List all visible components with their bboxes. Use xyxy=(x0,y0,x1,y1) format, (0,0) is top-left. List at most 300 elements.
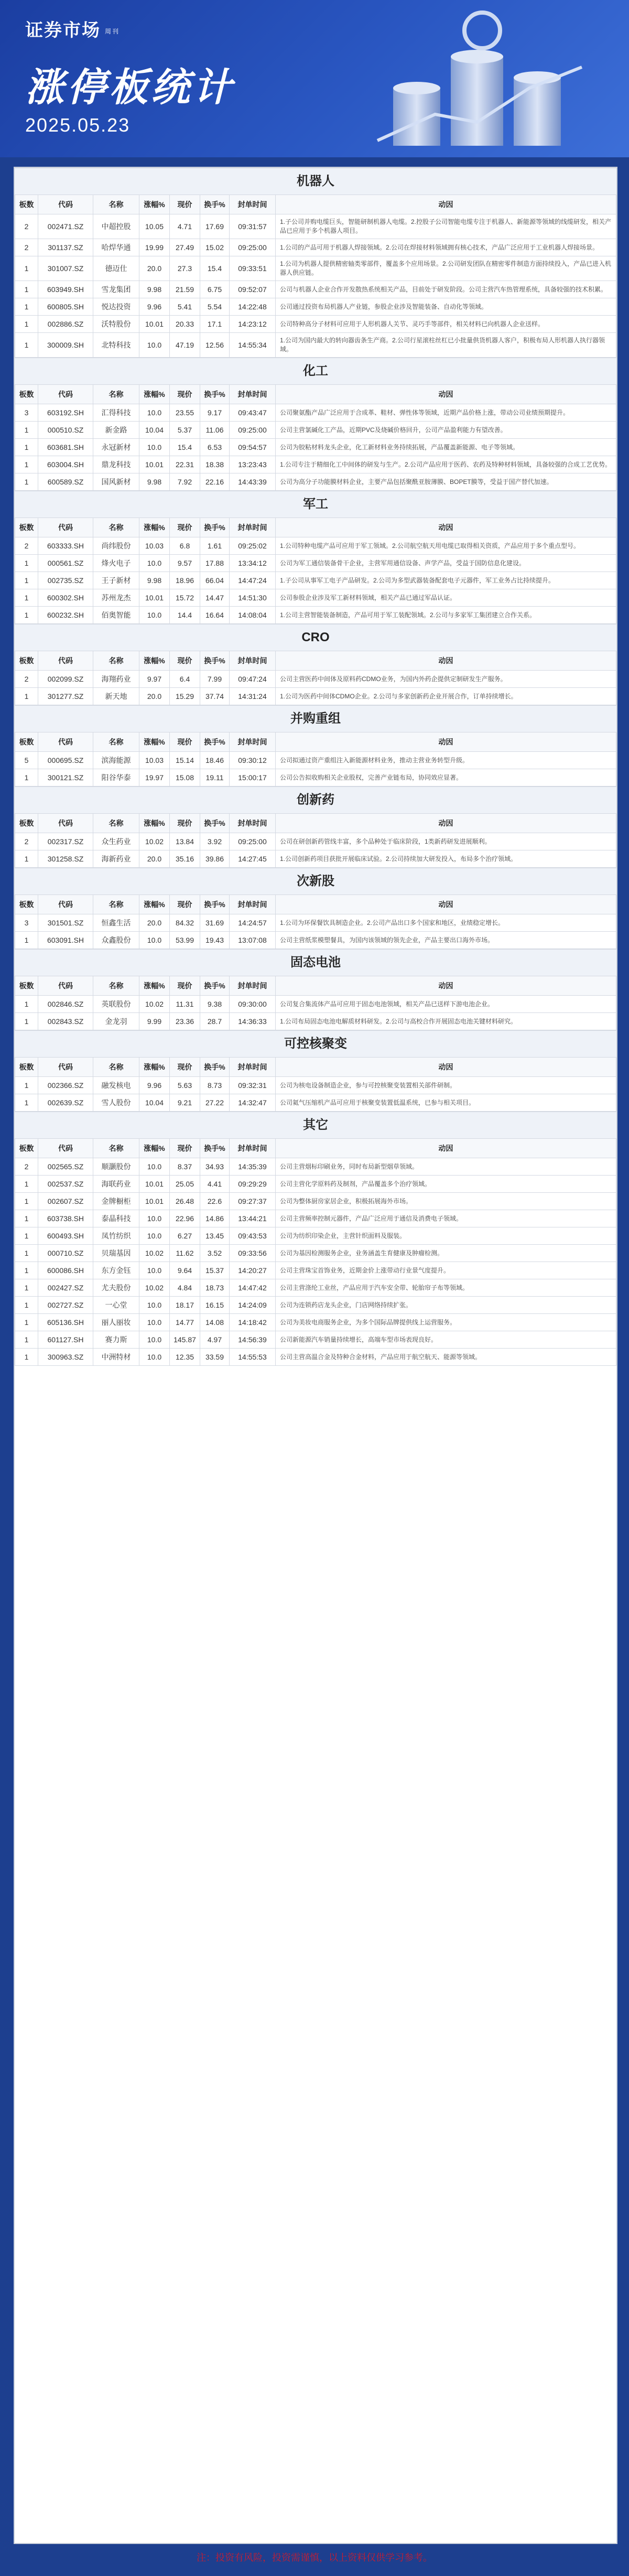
stock-name-cell: 中洲特材 xyxy=(93,1349,139,1366)
table-row xyxy=(15,422,616,439)
table-row xyxy=(15,671,616,688)
turnover-cell: 7.99 xyxy=(200,671,230,688)
column-header-stock-code: 代码 xyxy=(38,651,93,671)
price-cell: 15.4 xyxy=(170,439,200,456)
reason-cell: 公司主营珠宝首饰业务，近期金价上涨带动行业景气度提升。 xyxy=(276,1262,616,1279)
column-header-stock-code: 代码 xyxy=(38,895,93,914)
stock-code-cell: 600302.SH xyxy=(38,589,93,607)
change-pct-cell: 10.0 xyxy=(139,1227,170,1245)
brand-sub: 周刊 xyxy=(105,28,120,36)
stock-name-cell: 金龙羽 xyxy=(93,1013,139,1030)
seal-time-cell: 13:34:12 xyxy=(230,555,276,572)
change-pct-cell: 9.97 xyxy=(139,671,170,688)
change-pct-cell: 10.0 xyxy=(139,1297,170,1314)
reason-cell: 公司在研创新药管线丰富，多个品种处于临床阶段，1类新药研发进展顺利。 xyxy=(276,833,616,850)
table-row xyxy=(15,555,616,572)
seal-time-cell: 14:31:24 xyxy=(230,688,276,705)
table-row xyxy=(15,932,616,949)
reason-cell: 公司聚氨酯产品广泛应用于合成革、鞋材、弹性体等领域，近期产品价格上涨，带动公司业绩预期提升。 xyxy=(276,404,616,422)
seal-time-cell: 09:47:24 xyxy=(230,671,276,688)
board-count-cell: 1 xyxy=(15,316,38,333)
reason-cell: 公司为胶粘材料龙头企业，化工新材料业务持续拓展，产品覆盖新能源、电子等领域。 xyxy=(276,439,616,456)
column-header-price: 现价 xyxy=(170,385,200,404)
column-header-reason: 动因 xyxy=(276,1058,616,1077)
seal-time-cell: 14:43:39 xyxy=(230,473,276,491)
seal-time-cell: 14:36:33 xyxy=(230,1013,276,1030)
table-row xyxy=(15,1158,616,1176)
stock-code-cell: 002607.SZ xyxy=(38,1193,93,1210)
stock-code-cell: 603949.SH xyxy=(38,281,93,298)
seal-time-cell: 15:00:17 xyxy=(230,769,276,786)
board-count-cell: 1 xyxy=(15,589,38,607)
change-pct-cell: 10.0 xyxy=(139,555,170,572)
column-header-stock-name: 名称 xyxy=(93,195,139,214)
stock-name-cell: 英联股份 xyxy=(93,996,139,1013)
stock-code-cell: 002366.SZ xyxy=(38,1077,93,1094)
stock-name-cell: 苏州龙杰 xyxy=(93,589,139,607)
table-row xyxy=(15,1331,616,1349)
stock-name-cell: 东方金钰 xyxy=(93,1262,139,1279)
change-pct-cell: 9.96 xyxy=(139,1077,170,1094)
turnover-cell: 15.4 xyxy=(200,256,230,281)
price-cell: 23.36 xyxy=(170,1013,200,1030)
price-cell: 22.96 xyxy=(170,1210,200,1227)
table-row xyxy=(15,214,616,239)
board-count-cell: 1 xyxy=(15,1262,38,1279)
column-header-stock-code: 代码 xyxy=(38,518,93,537)
reason-cell: 公司参股企业涉及军工新材料领域，相关产品已通过军品认证。 xyxy=(276,589,616,607)
table-row xyxy=(15,996,616,1013)
seal-time-cell: 09:25:00 xyxy=(230,239,276,256)
reason-cell: 1.子公司并购电缆巨头，智能研制机器人电缆。2.控股子公司智能电缆专注于机器人、新能源等领域的线缆研发，相关产品已应用于多个机器人项目。 xyxy=(276,214,616,239)
table-header xyxy=(15,1139,616,1158)
column-header-seal-time: 封单时间 xyxy=(230,385,276,404)
price-cell: 20.33 xyxy=(170,316,200,333)
board-count-cell: 1 xyxy=(15,932,38,949)
reason-cell: 公司通过投资布局机器人产业链，参股企业涉及智能装备、自动化等领域。 xyxy=(276,298,616,316)
limit-up-table xyxy=(15,976,616,1030)
price-cell: 9.64 xyxy=(170,1262,200,1279)
column-header-stock-code: 代码 xyxy=(38,1058,93,1077)
stock-name-cell: 贝瑞基因 xyxy=(93,1245,139,1262)
stock-name-cell: 尤夫股份 xyxy=(93,1279,139,1297)
turnover-cell: 17.1 xyxy=(200,316,230,333)
board-count-cell: 1 xyxy=(15,1077,38,1094)
price-cell: 11.62 xyxy=(170,1245,200,1262)
change-pct-cell: 9.98 xyxy=(139,281,170,298)
board-count-cell: 5 xyxy=(15,752,38,769)
column-header-seal-time: 封单时间 xyxy=(230,1058,276,1077)
limit-up-table xyxy=(15,651,616,705)
column-header-price: 现价 xyxy=(170,1058,200,1077)
stock-name-cell: 烽火电子 xyxy=(93,555,139,572)
stock-name-cell: 海联药业 xyxy=(93,1176,139,1193)
stock-code-cell: 002471.SZ xyxy=(38,214,93,239)
change-pct-cell: 20.0 xyxy=(139,688,170,705)
reason-cell: 公司为纺织印染企业，主营针织面料及服装。 xyxy=(276,1227,616,1245)
turnover-cell: 18.38 xyxy=(200,456,230,473)
turnover-cell: 4.41 xyxy=(200,1176,230,1193)
stock-code-cell: 002846.SZ xyxy=(38,996,93,1013)
stock-code-cell: 002317.SZ xyxy=(38,833,93,850)
change-pct-cell: 10.0 xyxy=(139,1158,170,1176)
seal-time-cell: 14:23:12 xyxy=(230,316,276,333)
column-header-board-count: 板数 xyxy=(15,732,38,752)
column-header-board-count: 板数 xyxy=(15,895,38,914)
board-count-cell: 1 xyxy=(15,473,38,491)
section-title: 化工 xyxy=(15,358,616,384)
table-header xyxy=(15,895,616,914)
stock-code-cell: 600493.SH xyxy=(38,1227,93,1245)
stock-code-cell: 301258.SZ xyxy=(38,850,93,868)
turnover-cell: 12.56 xyxy=(200,333,230,358)
column-header-reason: 动因 xyxy=(276,1139,616,1158)
change-pct-cell: 10.02 xyxy=(139,1245,170,1262)
turnover-cell: 16.15 xyxy=(200,1297,230,1314)
section-title: 次新股 xyxy=(15,868,616,894)
stock-code-cell: 000510.SZ xyxy=(38,422,93,439)
change-pct-cell: 10.02 xyxy=(139,833,170,850)
stock-name-cell: 一心堂 xyxy=(93,1297,139,1314)
board-count-cell: 1 xyxy=(15,1013,38,1030)
reason-cell: 1.公司为国内最大的转向器齿条生产商。2.公司行星滚柱丝杠已小批量供货机器人客户，积极布局人形机器人执行器领域。 xyxy=(276,333,616,358)
board-count-cell: 1 xyxy=(15,456,38,473)
section-title: 军工 xyxy=(15,491,616,518)
change-pct-cell: 9.96 xyxy=(139,298,170,316)
stock-code-cell: 600086.SH xyxy=(38,1262,93,1279)
price-cell: 27.49 xyxy=(170,239,200,256)
board-count-cell: 1 xyxy=(15,1193,38,1210)
price-cell: 53.99 xyxy=(170,932,200,949)
reason-cell: 1.公司专注于精细化工中间体的研发与生产。2.公司产品应用于医药、农药及特种材料领域，具备较强的合成工艺优势。 xyxy=(276,456,616,473)
reason-cell: 公司主营化学原料药及制剂，产品覆盖多个治疗领域。 xyxy=(276,1176,616,1193)
column-header-stock-code: 代码 xyxy=(38,976,93,996)
column-header-price: 现价 xyxy=(170,651,200,671)
change-pct-cell: 10.0 xyxy=(139,404,170,422)
board-count-cell: 1 xyxy=(15,850,38,868)
change-pct-cell: 10.0 xyxy=(139,607,170,624)
limit-up-table xyxy=(15,732,616,786)
stock-name-cell: 佰奥智能 xyxy=(93,607,139,624)
column-header-reason: 动因 xyxy=(276,732,616,752)
limit-up-table xyxy=(15,1057,616,1112)
board-count-cell: 1 xyxy=(15,1176,38,1193)
change-pct-cell: 10.0 xyxy=(139,1262,170,1279)
header-banner xyxy=(0,0,629,157)
column-header-seal-time: 封单时间 xyxy=(230,814,276,833)
change-pct-cell: 20.0 xyxy=(139,256,170,281)
board-count-cell: 3 xyxy=(15,914,38,932)
board-count-cell: 1 xyxy=(15,1331,38,1349)
turnover-cell: 17.69 xyxy=(200,214,230,239)
reason-cell: 公司公告拟收购相关企业股权，完善产业链布局，协同效应显著。 xyxy=(276,769,616,786)
column-header-board-count: 板数 xyxy=(15,651,38,671)
price-cell: 6.4 xyxy=(170,671,200,688)
column-header-price: 现价 xyxy=(170,814,200,833)
change-pct-cell: 10.0 xyxy=(139,1314,170,1331)
price-cell: 15.14 xyxy=(170,752,200,769)
table-header xyxy=(15,1058,616,1077)
stock-name-cell: 雪人股份 xyxy=(93,1094,139,1112)
seal-time-cell: 09:29:29 xyxy=(230,1176,276,1193)
price-cell: 84.32 xyxy=(170,914,200,932)
change-pct-cell: 10.02 xyxy=(139,996,170,1013)
column-header-board-count: 板数 xyxy=(15,814,38,833)
board-count-cell: 1 xyxy=(15,1279,38,1297)
seal-time-cell: 14:18:42 xyxy=(230,1314,276,1331)
column-header-turnover: 换手% xyxy=(200,732,230,752)
stock-code-cell: 600232.SH xyxy=(38,607,93,624)
stock-code-cell: 300963.SZ xyxy=(38,1349,93,1366)
turnover-cell: 11.06 xyxy=(200,422,230,439)
stock-name-cell: 海翔药业 xyxy=(93,671,139,688)
turnover-cell: 1.61 xyxy=(200,537,230,555)
table-row xyxy=(15,914,616,932)
seal-time-cell: 09:33:51 xyxy=(230,256,276,281)
brand-name: 证券市场 xyxy=(25,20,101,40)
seal-time-cell: 09:25:00 xyxy=(230,833,276,850)
table-row xyxy=(15,607,616,624)
seal-time-cell: 14:22:48 xyxy=(230,298,276,316)
column-header-turnover: 换手% xyxy=(200,814,230,833)
section-title: 其它 xyxy=(15,1112,616,1138)
stock-name-cell: 新天地 xyxy=(93,688,139,705)
change-pct-cell: 9.98 xyxy=(139,572,170,589)
stock-name-cell: 赛力斯 xyxy=(93,1331,139,1349)
price-cell: 5.41 xyxy=(170,298,200,316)
column-header-stock-code: 代码 xyxy=(38,814,93,833)
limit-up-table xyxy=(15,1138,616,1366)
board-count-cell: 1 xyxy=(15,1245,38,1262)
change-pct-cell: 10.01 xyxy=(139,456,170,473)
column-header-price: 现价 xyxy=(170,976,200,996)
stock-name-cell: 永冠新材 xyxy=(93,439,139,456)
price-cell: 4.84 xyxy=(170,1279,200,1297)
column-header-stock-name: 名称 xyxy=(93,895,139,914)
stock-name-cell: 汇得科技 xyxy=(93,404,139,422)
turnover-cell: 37.74 xyxy=(200,688,230,705)
turnover-cell: 18.46 xyxy=(200,752,230,769)
stock-code-cell: 600805.SH xyxy=(38,298,93,316)
change-pct-cell: 10.01 xyxy=(139,589,170,607)
seal-time-cell: 14:55:34 xyxy=(230,333,276,358)
stock-code-cell: 000695.SZ xyxy=(38,752,93,769)
stock-code-cell: 603091.SH xyxy=(38,932,93,949)
table-row xyxy=(15,1176,616,1193)
stock-name-cell: 丽人丽妆 xyxy=(93,1314,139,1331)
turnover-cell: 14.47 xyxy=(200,589,230,607)
stock-code-cell: 301501.SZ xyxy=(38,914,93,932)
board-count-cell: 1 xyxy=(15,607,38,624)
section-title: 创新药 xyxy=(15,786,616,813)
change-pct-cell: 20.0 xyxy=(139,850,170,868)
table-row xyxy=(15,1094,616,1112)
disclaimer: 注：投资有风险，投资需谨慎，以上资料仅供学习参考。 xyxy=(14,2547,615,2568)
column-header-stock-code: 代码 xyxy=(38,732,93,752)
stock-name-cell: 金牌橱柜 xyxy=(93,1193,139,1210)
board-count-cell: 1 xyxy=(15,333,38,358)
turnover-cell: 14.08 xyxy=(200,1314,230,1331)
table-header xyxy=(15,814,616,833)
limit-up-table xyxy=(15,518,616,624)
seal-time-cell: 14:27:45 xyxy=(230,850,276,868)
stock-name-cell: 沃特股份 xyxy=(93,316,139,333)
turnover-cell: 31.69 xyxy=(200,914,230,932)
column-header-price: 现价 xyxy=(170,1139,200,1158)
stock-code-cell: 002565.SZ xyxy=(38,1158,93,1176)
price-cell: 6.8 xyxy=(170,537,200,555)
price-cell: 145.87 xyxy=(170,1331,200,1349)
stock-code-cell: 002735.SZ xyxy=(38,572,93,589)
table-row xyxy=(15,537,616,555)
turnover-cell: 16.64 xyxy=(200,607,230,624)
seal-time-cell: 14:56:39 xyxy=(230,1331,276,1349)
column-header-board-count: 板数 xyxy=(15,1139,38,1158)
change-pct-cell: 10.01 xyxy=(139,1193,170,1210)
column-header-change-pct: 涨幅% xyxy=(139,976,170,996)
table-row xyxy=(15,1297,616,1314)
seal-time-cell: 09:52:07 xyxy=(230,281,276,298)
change-pct-cell: 10.0 xyxy=(139,333,170,358)
stock-name-cell: 众鑫股份 xyxy=(93,932,139,949)
column-header-price: 现价 xyxy=(170,195,200,214)
board-count-cell: 1 xyxy=(15,1094,38,1112)
seal-time-cell: 14:24:09 xyxy=(230,1297,276,1314)
stock-code-cell: 002537.SZ xyxy=(38,1176,93,1193)
stock-name-cell: 滨海能源 xyxy=(93,752,139,769)
turnover-cell: 6.75 xyxy=(200,281,230,298)
board-count-cell: 2 xyxy=(15,1158,38,1176)
stock-name-cell: 鼎龙科技 xyxy=(93,456,139,473)
stock-code-cell: 300121.SZ xyxy=(38,769,93,786)
reason-cell: 1.子公司从事军工电子产品研发。2.公司为多型武器装备配套电子元器件，军工业务占比持续提升。 xyxy=(276,572,616,589)
change-pct-cell: 10.01 xyxy=(139,1176,170,1193)
turnover-cell: 39.86 xyxy=(200,850,230,868)
reason-cell: 1.公司为环保餐饮具制造企业。2.公司产品出口多个国家和地区，业绩稳定增长。 xyxy=(276,914,616,932)
change-pct-cell: 10.03 xyxy=(139,752,170,769)
price-cell: 21.59 xyxy=(170,281,200,298)
column-header-board-count: 板数 xyxy=(15,518,38,537)
seal-time-cell: 09:30:12 xyxy=(230,752,276,769)
price-cell: 27.3 xyxy=(170,256,200,281)
change-pct-cell: 10.0 xyxy=(139,1210,170,1227)
reason-cell: 1.公司布局固态电池电解质材料研发。2.公司与高校合作开展固态电池关键材料研究。 xyxy=(276,1013,616,1030)
column-header-stock-name: 名称 xyxy=(93,976,139,996)
column-header-reason: 动因 xyxy=(276,895,616,914)
column-header-seal-time: 封单时间 xyxy=(230,651,276,671)
turnover-cell: 17.88 xyxy=(200,555,230,572)
stock-name-cell: 北特科技 xyxy=(93,333,139,358)
stock-code-cell: 605136.SH xyxy=(38,1314,93,1331)
reason-cell: 公司为连锁药店龙头企业，门店网络持续扩张。 xyxy=(276,1297,616,1314)
table-row xyxy=(15,404,616,422)
price-cell: 47.19 xyxy=(170,333,200,358)
seal-time-cell: 13:07:08 xyxy=(230,932,276,949)
column-header-stock-name: 名称 xyxy=(93,1058,139,1077)
price-cell: 4.71 xyxy=(170,214,200,239)
board-count-cell: 2 xyxy=(15,214,38,239)
section-title: 机器人 xyxy=(15,168,616,195)
stock-code-cell: 002843.SZ xyxy=(38,1013,93,1030)
reason-cell: 1.公司的产品可用于机器人焊接领域。2.公司在焊接材料领域拥有核心技术，产品广泛应用于工业机器人焊接场景。 xyxy=(276,239,616,256)
seal-time-cell: 14:32:47 xyxy=(230,1094,276,1112)
price-cell: 5.37 xyxy=(170,422,200,439)
table-row xyxy=(15,298,616,316)
table-header xyxy=(15,976,616,996)
stock-name-cell: 国风新材 xyxy=(93,473,139,491)
column-header-seal-time: 封单时间 xyxy=(230,1139,276,1158)
table-row xyxy=(15,456,616,473)
reason-cell: 公司主营频率控制元器件，产品广泛应用于通信及消费电子领域。 xyxy=(276,1210,616,1227)
table-header xyxy=(15,518,616,537)
turnover-cell: 18.73 xyxy=(200,1279,230,1297)
table-row xyxy=(15,239,616,256)
reason-cell: 公司为美妆电商服务企业，为多个国际品牌提供线上运营服务。 xyxy=(276,1314,616,1331)
stock-name-cell: 悦达投资 xyxy=(93,298,139,316)
column-header-stock-name: 名称 xyxy=(93,518,139,537)
turnover-cell: 28.7 xyxy=(200,1013,230,1030)
reason-cell: 公司主营纸浆模塑餐具，为国内该领域的领先企业，产品主要出口海外市场。 xyxy=(276,932,616,949)
table-row xyxy=(15,572,616,589)
reason-cell: 公司为核电设备制造企业，参与可控核聚变装置相关部件研制。 xyxy=(276,1077,616,1094)
limit-up-table xyxy=(15,384,616,491)
stock-name-cell: 德迈仕 xyxy=(93,256,139,281)
table-row xyxy=(15,281,616,298)
column-header-turnover: 换手% xyxy=(200,651,230,671)
table-row xyxy=(15,1210,616,1227)
stock-code-cell: 603004.SH xyxy=(38,456,93,473)
seal-time-cell: 14:47:42 xyxy=(230,1279,276,1297)
table-row xyxy=(15,1279,616,1297)
turnover-cell: 15.37 xyxy=(200,1262,230,1279)
stock-code-cell: 603333.SH xyxy=(38,537,93,555)
column-header-change-pct: 涨幅% xyxy=(139,651,170,671)
reason-cell: 公司氦气压缩机产品可应用于核聚变装置低温系统，已参与相关项目。 xyxy=(276,1094,616,1112)
price-cell: 15.29 xyxy=(170,688,200,705)
column-header-seal-time: 封单时间 xyxy=(230,518,276,537)
brand-logo xyxy=(25,16,121,41)
price-cell: 15.08 xyxy=(170,769,200,786)
table-row xyxy=(15,256,616,281)
reason-cell: 公司特种高分子材料可应用于人形机器人关节、灵巧手等部件，相关材料已向机器人企业送样。 xyxy=(276,316,616,333)
column-header-price: 现价 xyxy=(170,895,200,914)
stock-name-cell: 众生药业 xyxy=(93,833,139,850)
board-count-cell: 2 xyxy=(15,671,38,688)
stock-code-cell: 000561.SZ xyxy=(38,555,93,572)
stock-code-cell: 603192.SH xyxy=(38,404,93,422)
column-header-change-pct: 涨幅% xyxy=(139,732,170,752)
column-header-reason: 动因 xyxy=(276,976,616,996)
table-row xyxy=(15,1245,616,1262)
board-count-cell: 2 xyxy=(15,833,38,850)
seal-time-cell: 14:51:30 xyxy=(230,589,276,607)
table-row xyxy=(15,833,616,850)
board-count-cell: 3 xyxy=(15,404,38,422)
limit-up-table xyxy=(15,894,616,949)
stock-name-cell: 融发核电 xyxy=(93,1077,139,1094)
turnover-cell: 34.93 xyxy=(200,1158,230,1176)
seal-time-cell: 09:43:53 xyxy=(230,1227,276,1245)
table-row xyxy=(15,1262,616,1279)
stock-name-cell: 顺灏股份 xyxy=(93,1158,139,1176)
stock-code-cell: 600589.SZ xyxy=(38,473,93,491)
reason-cell: 公司新能源汽车销量持续增长，高端车型市场表现良好。 xyxy=(276,1331,616,1349)
turnover-cell: 13.45 xyxy=(200,1227,230,1245)
column-header-change-pct: 涨幅% xyxy=(139,1139,170,1158)
stock-code-cell: 301277.SZ xyxy=(38,688,93,705)
seal-time-cell: 13:23:43 xyxy=(230,456,276,473)
column-header-turnover: 换手% xyxy=(200,518,230,537)
